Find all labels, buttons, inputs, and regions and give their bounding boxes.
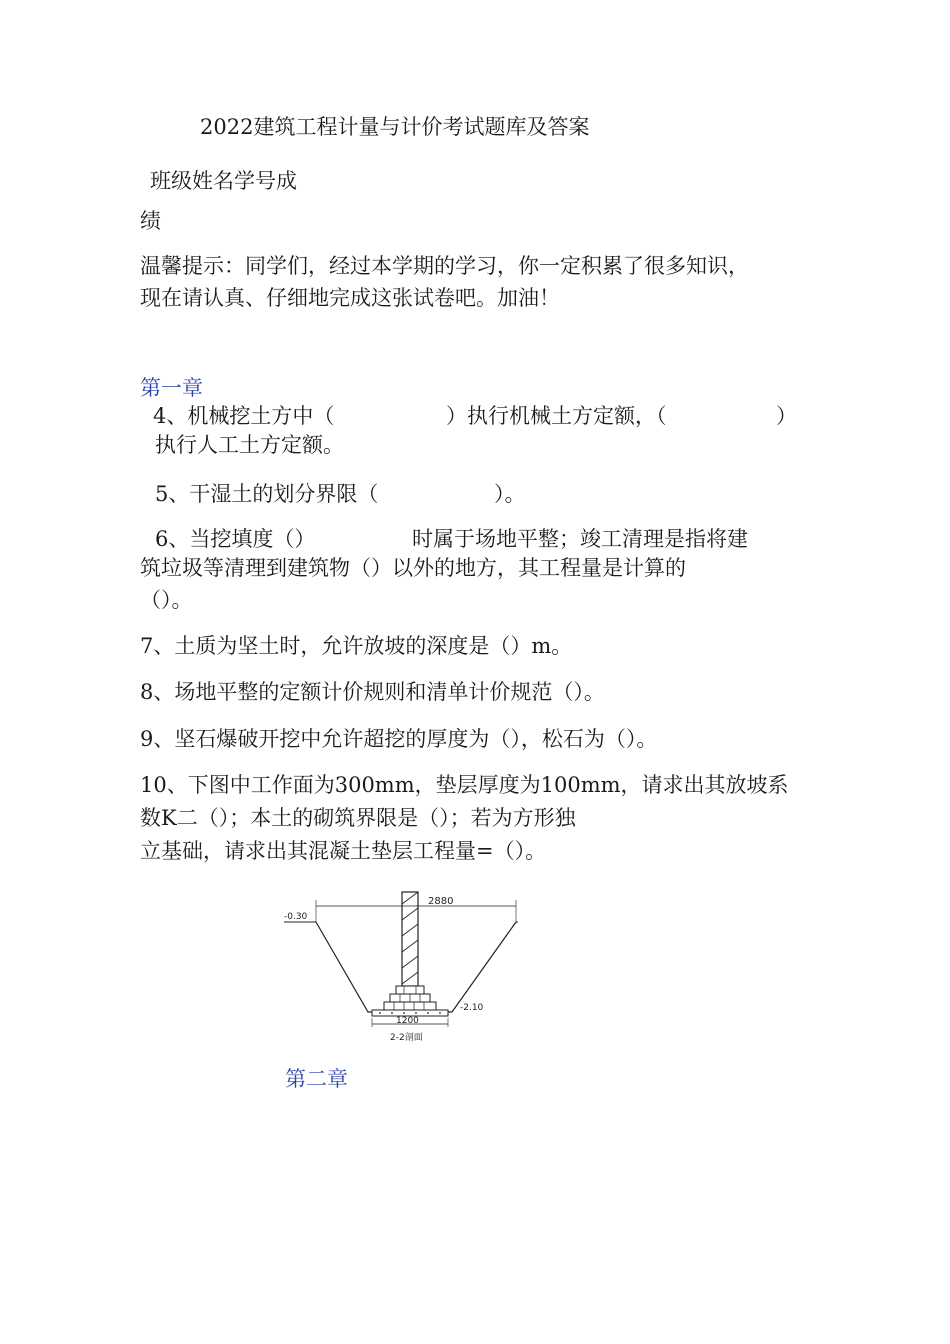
footing-step-3 [384, 1002, 436, 1010]
question-10-line-3: 立基础，请求出其混凝土垫层工程量=（）。 [140, 839, 547, 863]
question-7: 7、土质为坚土时，允许放坡的深度是（）m。 [140, 634, 573, 658]
question-10-line-2: 数K二（）；本土的砌筑界限是（）；若为方形独 [140, 806, 576, 830]
question-5-part-a: 5、干湿土的划分界限（ [155, 482, 379, 506]
student-info-line-cont: 绩 [140, 209, 161, 233]
question-5-part-b: ）。 [494, 482, 526, 506]
question-8: 8、场地平整的定额计价规则和清单计价规范（）。 [140, 680, 605, 704]
question-6-part-a: 6、当挖填度（） [155, 527, 316, 551]
question-6-part-b: 时属于场地平整；竣工清理是指将建 [412, 527, 748, 551]
left-elevation-label: -0.30 [284, 912, 308, 922]
tip-line-1: 温馨提示：同学们，经过本学期的学习，你一定积累了很多知识， [140, 254, 749, 278]
question-4-part-c: ） [776, 404, 797, 428]
question-4-part-b: ）执行机械土方定额，（ [446, 404, 667, 428]
question-4-part-a: 4、机械挖土方中（ [153, 404, 335, 428]
tip-line-2: 现在请认真、仔细地完成这张试卷吧。加油！ [140, 286, 560, 310]
bottom-dimension-label: 1200 [396, 1016, 419, 1026]
chapter-1-heading: 第一章 [140, 376, 203, 400]
chapter-2-heading: 第二章 [285, 1067, 348, 1091]
question-10-line-1: 10、下图中工作面为300mm，垫层厚度为100mm，请求出其放坡系 [140, 773, 789, 797]
question-4-part-d: 执行人工土方定额。 [155, 433, 344, 457]
question-6-part-c: 筑垃圾等清理到建筑物（）以外的地方，其工程量是计算的 [140, 556, 686, 580]
student-info-line: 班级姓名学号成 [150, 169, 297, 193]
figure-caption: 2-2剖面 [390, 1033, 423, 1043]
right-elevation-label: -2.10 [460, 1003, 484, 1013]
top-dimension-label: 2880 [428, 896, 454, 907]
question-9: 9、坚石爆破开挖中允许超挖的厚度为（），松石为（）。 [140, 727, 658, 751]
footing-step-1 [396, 986, 424, 994]
foundation-section-figure [280, 884, 520, 1054]
question-6-part-d: （）。 [140, 588, 193, 612]
document-title: 2022建筑工程计量与计价考试题库及答案 [200, 115, 590, 139]
